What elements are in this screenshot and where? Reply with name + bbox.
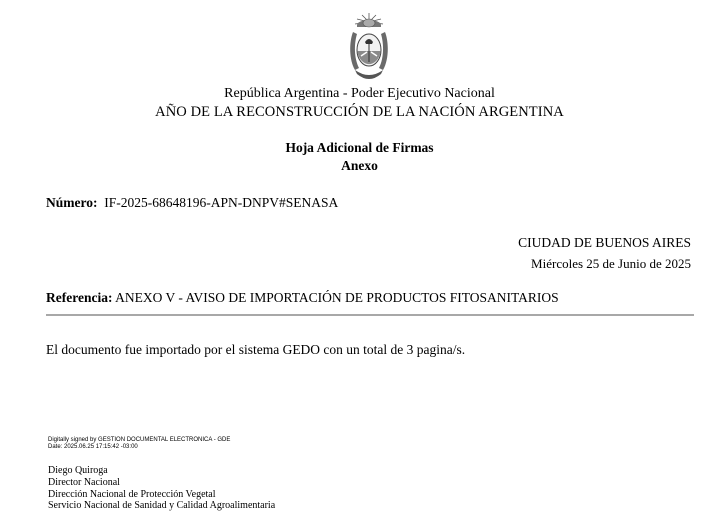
referencia-row <box>46 290 559 306</box>
numero-value: IF-2025-68648196-APN-DNPV#SENASA <box>104 195 339 210</box>
document-title: Hoja Adicional de Firmas <box>285 140 434 155</box>
divider <box>46 314 694 316</box>
coat-of-arms-argentina-icon <box>345 12 393 84</box>
digital-signature-line-2: Date: 2025.06.25 17:15:42 -03:00 <box>48 444 138 450</box>
digital-signature-line-1: Digitally signed by GESTION DOCUMENTAL ELECTRONICA - GDE <box>48 437 231 443</box>
numero-label: Número: <box>46 195 98 210</box>
header-line-1: República Argentina - Poder Ejecutivo Nacional <box>224 86 495 101</box>
body-text: El documento fue importado por el sistema GEDO con un total de 3 pagina/s. <box>46 342 466 357</box>
header-line-2: AÑO DE LA RECONSTRUCCIÓN DE LA NACIÓN ARGENTINA <box>155 104 564 120</box>
numero-row <box>46 195 338 211</box>
referencia-label: Referencia: <box>46 290 113 305</box>
digital-signature-stamp <box>48 437 230 451</box>
signer-role: Director Nacional <box>48 476 120 488</box>
signer-office: Dirección Nacional de Protección Vegetal <box>48 488 216 500</box>
signer-name: Diego Quiroga <box>48 465 108 476</box>
signer-block <box>48 465 275 512</box>
document-subtitle: Anexo <box>341 158 378 173</box>
signer-agency: Servicio Nacional de Sanidad y Calidad Agroalimentaria <box>48 500 276 512</box>
referencia-value: ANEXO V - AVISO DE IMPORTACIÓN DE PRODUCTOS FITOSANITARIOS <box>115 290 559 305</box>
date: Miércoles 25 de Junio de 2025 <box>531 256 691 271</box>
city: CIUDAD DE BUENOS AIRES <box>518 235 691 250</box>
